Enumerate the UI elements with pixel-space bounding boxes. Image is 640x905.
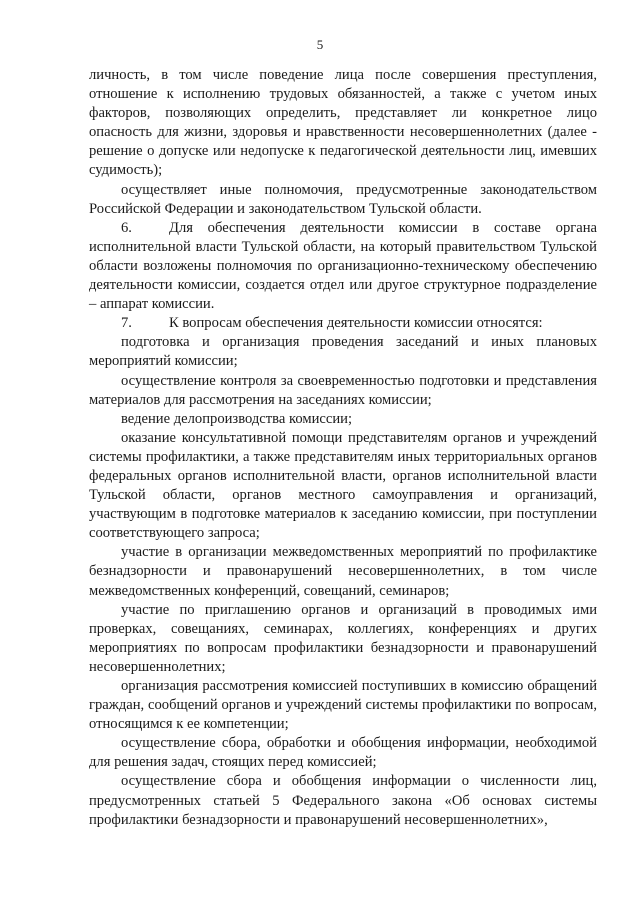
paragraph-statistics: осуществление сбора и обобщения информации о численности лиц, предусмотренных статьей 5 Федерального закона «Об основах системы профилактики безнадзорности и правонарушений несовершеннолетних»,: [89, 773, 597, 828]
paragraph-text: Для обеспечения деятельности комиссии в составе органа исполнительной власти Тульской области, на который правительством Тульской области возложены полномочия по организационно-техническому обеспечению деятельности комиссии, создается отдел или другое структурное подразделение – аппарат комиссии.: [89, 219, 597, 313]
paragraph-item-6: [89, 219, 597, 314]
paragraph-text: К вопросам обеспечения деятельности комиссии относятся:: [169, 315, 543, 332]
document-body: [89, 66, 597, 830]
paragraph-other-powers: осуществляет иные полномочия, предусмотренные законодательством Российской Федерации и законодательством Тульской области.: [89, 181, 597, 217]
paragraph-participation: участие по приглашению органов и организаций в проводимых ими проверках, совещаниях, семинарах, коллегиях, конференциях и других мероприятиях по вопросам профилактики безнадзорности и правонарушений несовершеннолетних;: [89, 601, 597, 675]
item-number: 6.: [121, 219, 132, 236]
paragraph-appeals: организация рассмотрения комиссией поступивших в комиссию обращений граждан, сообщений органов и учреждений системы профилактики по вопросам, относящимся к ее компетенции;: [89, 678, 597, 733]
paragraph-item-7: [89, 314, 597, 333]
paragraph-records: ведение делопроизводства комиссии;: [121, 410, 353, 427]
page-number: 5: [316, 37, 324, 52]
item-number: 7.: [121, 315, 132, 332]
paragraph-events: участие в организации межведомственных мероприятий по профилактике безнадзорности и правонарушений несовершеннолетних, в том числе межведомственных конференций, совещаний, семинаров;: [89, 544, 597, 599]
paragraph-control: осуществление контроля за своевременностью подготовки и представления материалов для рассмотрения на заседаниях комиссии;: [89, 372, 597, 408]
paragraph-consulting: оказание консультативной помощи представителям органов и учреждений системы профилактики, а также представителям иных территориальных органов федеральных органов исполнительной власти, органов исполнительной власти Тульской области, органов местного самоуправления и организаций, участвующим в подготовке материалов к заседанию комиссии, при поступлении соответствующего запроса;: [89, 429, 597, 542]
paragraph-information: осуществление сбора, обработки и обобщения информации, необходимой для решения задач, стоящих перед комиссией;: [89, 735, 597, 771]
paragraph-personality: личность, в том числе поведение лица после совершения преступления, отношение к исполнению трудовых обязанностей, а также с учетом иных факторов, позволяющих определить, представляет ли конкретное лицо опасность для жизни, здоровья и нравственности несовершеннолетних (далее - решение о допуске или недопуске к педагогической деятельности лиц, имевших судимость);: [89, 67, 597, 179]
paragraph-meetings: подготовка и организация проведения заседаний и иных плановых мероприятий комиссии;: [89, 334, 597, 370]
